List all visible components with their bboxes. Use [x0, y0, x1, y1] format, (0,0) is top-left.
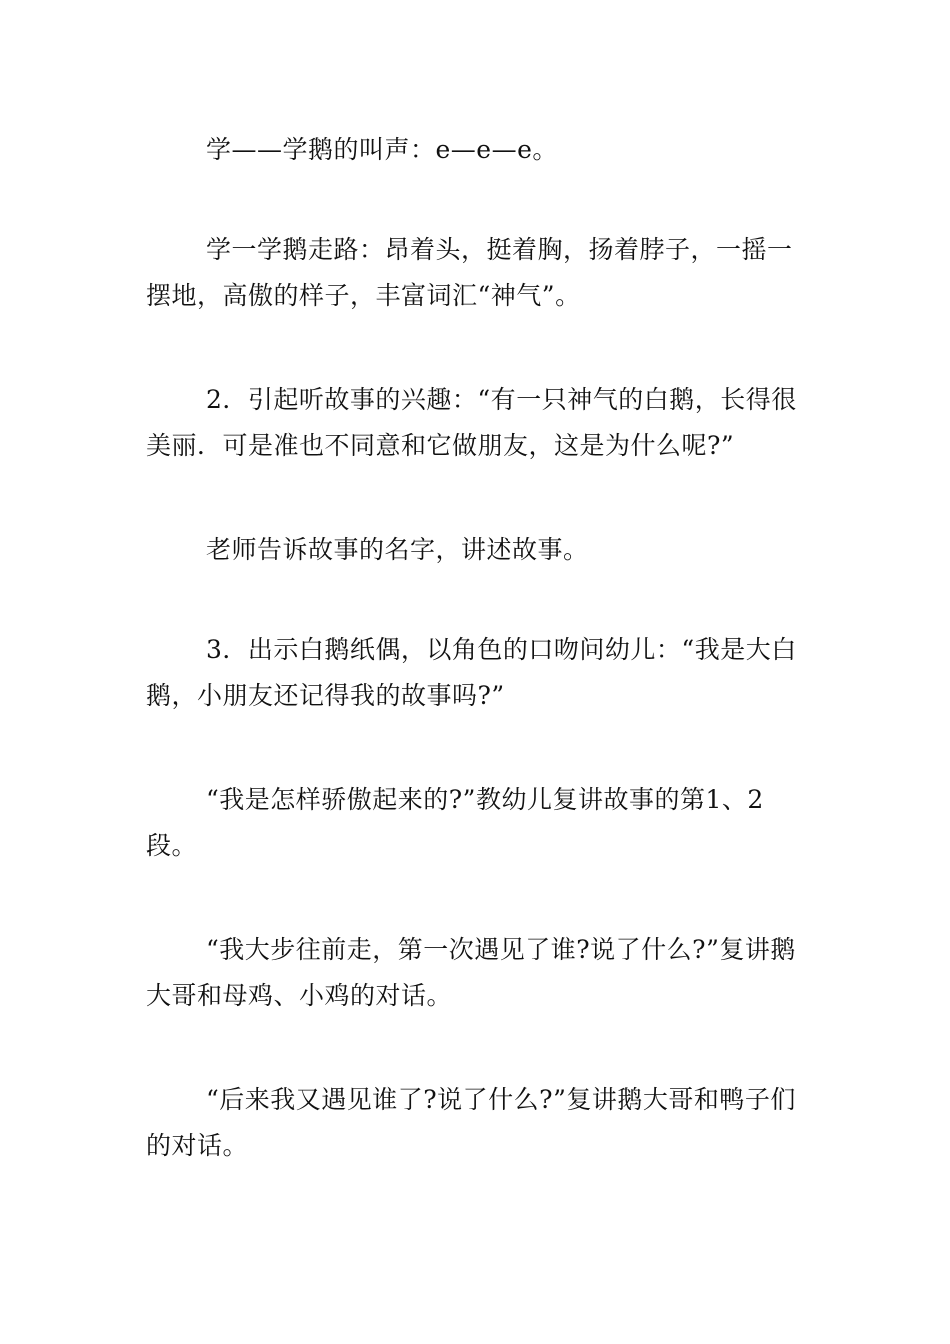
- paragraph-first-encounter: “我大步往前走，第一次遇见了谁?说了什么?”复讲鹅大哥和母鸡、小鸡的对话。: [146, 935, 796, 1010]
- paragraph-later-encounter: “后来我又遇见谁了?说了什么?”复讲鹅大哥和鸭子们的对话。: [146, 1085, 796, 1160]
- paragraph-story-interest: 2．引起听故事的兴趣：“有一只神气的白鹅，长得很美丽．可是准也不同意和它做朋友，这是为什么呢?”: [146, 385, 797, 460]
- paragraph-teacher-tells-story: 老师告诉故事的名字，讲述故事。: [206, 535, 589, 564]
- paragraph-puppet-question: 3．出示白鹅纸偶，以角色的口吻问幼儿：“我是大白鹅，小朋友还记得我的故事吗?”: [146, 635, 797, 710]
- paragraph-goose-call: 学——学鹅的叫声：e—e—e。: [206, 135, 558, 164]
- paragraph-goose-walk: 学一学鹅走路：昂着头，挺着胸，扬着脖子，一摇一摆地，高傲的样子，丰富词汇“神气”。: [146, 235, 793, 310]
- paragraph-retell-1-2: “我是怎样骄傲起来的?”教幼儿复讲故事的第1、2段。: [146, 785, 764, 860]
